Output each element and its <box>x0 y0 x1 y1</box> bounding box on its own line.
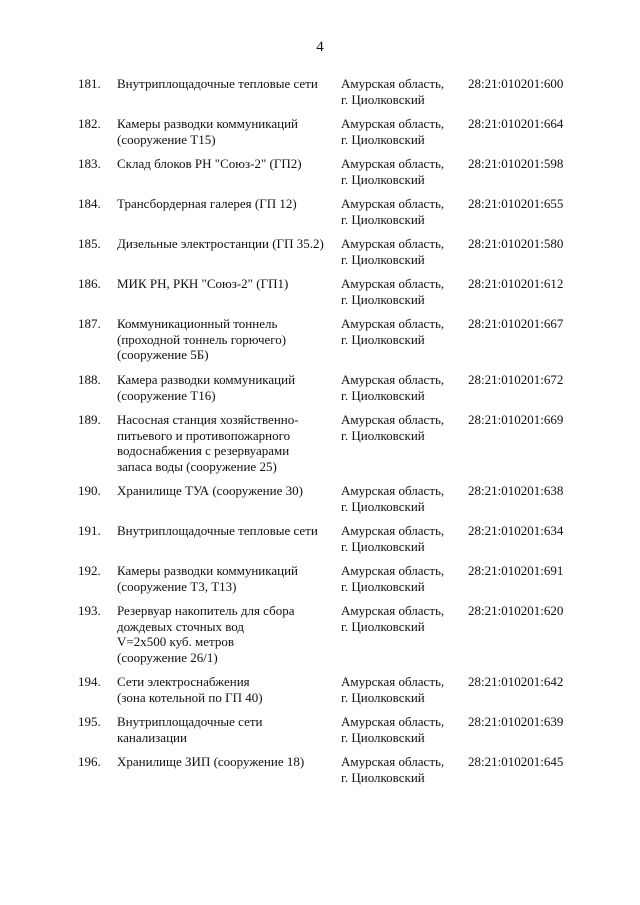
object-location: Амурская область, г. Циолковский <box>341 236 445 267</box>
row-number: 183. <box>78 156 101 171</box>
cadastral-number: 28:21:010201:645 <box>468 754 564 769</box>
object-name: Сети электроснабжения (зона котельной по ГП 40) <box>117 674 263 705</box>
object-name: Резервуар накопитель для сбора дождевых сточных вод V=2х500 куб. метров (сооружение 26/1) <box>117 603 295 665</box>
object-name: МИК РН, РКН "Союз-2" (ГП1) <box>117 276 289 291</box>
object-location: Амурская область, г. Циолковский <box>341 754 445 785</box>
row-number: 190. <box>78 483 101 498</box>
object-location: Амурская область, г. Циолковский <box>341 76 445 107</box>
object-location: Амурская область, г. Циолковский <box>341 483 445 514</box>
cadastral-number: 28:21:010201:664 <box>468 116 564 131</box>
table-row <box>0 116 640 147</box>
table-row <box>0 674 640 705</box>
cadastral-number: 28:21:010201:634 <box>468 523 564 538</box>
row-number: 181. <box>78 76 101 91</box>
row-number: 186. <box>78 276 101 291</box>
object-name: Внутриплощадочные сети канализации <box>117 714 263 745</box>
cadastral-number: 28:21:010201:612 <box>468 276 564 291</box>
cadastral-number: 28:21:010201:620 <box>468 603 564 618</box>
cadastral-number: 28:21:010201:639 <box>468 714 564 729</box>
object-name: Дизельные электростанции (ГП 35.2) <box>117 236 324 251</box>
object-name: Внутриплощадочные тепловые сети <box>117 76 318 91</box>
table-row <box>0 372 640 403</box>
row-number: 194. <box>78 674 101 689</box>
object-name: Трансбордерная галерея (ГП 12) <box>117 196 297 211</box>
object-location: Амурская область, г. Циолковский <box>341 674 445 705</box>
cadastral-number: 28:21:010201:655 <box>468 196 564 211</box>
table-row <box>0 523 640 554</box>
object-name: Склад блоков РН "Союз-2" (ГП2) <box>117 156 302 171</box>
cadastral-number: 28:21:010201:669 <box>468 412 564 427</box>
object-location: Амурская область, г. Циолковский <box>341 116 445 147</box>
object-name: Насосная станция хозяйственно- питьевого и противопожарного водоснабжения с резервуарами запаса воды (сооружение 25) <box>117 412 299 474</box>
object-name: Хранилище ТУА (сооружение 30) <box>117 483 303 498</box>
table-row <box>0 196 640 227</box>
cadastral-number: 28:21:010201:600 <box>468 76 564 91</box>
row-number: 189. <box>78 412 101 427</box>
table-row <box>0 603 640 665</box>
object-name: Камеры разводки коммуникаций (сооружение Т3, Т13) <box>117 563 299 594</box>
object-name: Камеры разводки коммуникаций (сооружение Т15) <box>117 116 299 147</box>
table-row <box>0 76 640 107</box>
table-row <box>0 316 640 363</box>
cadastral-number: 28:21:010201:638 <box>468 483 564 498</box>
cadastral-number: 28:21:010201:642 <box>468 674 564 689</box>
object-location: Амурская область, г. Циолковский <box>341 156 445 187</box>
table-row <box>0 563 640 594</box>
row-number: 182. <box>78 116 101 131</box>
row-number: 191. <box>78 523 101 538</box>
object-location: Амурская область, г. Циолковский <box>341 603 445 634</box>
cadastral-number: 28:21:010201:598 <box>468 156 564 171</box>
cadastral-number: 28:21:010201:580 <box>468 236 564 251</box>
table-row <box>0 714 640 745</box>
object-location: Амурская область, г. Циолковский <box>341 412 445 443</box>
object-location: Амурская область, г. Циолковский <box>341 372 445 403</box>
row-number: 185. <box>78 236 101 251</box>
object-location: Амурская область, г. Циолковский <box>341 714 445 745</box>
object-location: Амурская область, г. Циолковский <box>341 316 445 347</box>
page-number: 4 <box>316 39 324 55</box>
cadastral-number: 28:21:010201:672 <box>468 372 564 387</box>
cadastral-number: 28:21:010201:691 <box>468 563 564 578</box>
row-number: 188. <box>78 372 101 387</box>
object-location: Амурская область, г. Циолковский <box>341 276 445 307</box>
table-row <box>0 412 640 474</box>
row-number: 195. <box>78 714 101 729</box>
object-name: Камера разводки коммуникаций (сооружение Т16) <box>117 372 296 403</box>
table-row <box>0 156 640 187</box>
table-row <box>0 276 640 307</box>
object-name: Хранилище ЗИП (сооружение 18) <box>117 754 305 769</box>
object-location: Амурская область, г. Циолковский <box>341 523 445 554</box>
row-number: 187. <box>78 316 101 331</box>
object-location: Амурская область, г. Циолковский <box>341 196 445 227</box>
row-number: 196. <box>78 754 101 769</box>
row-number: 184. <box>78 196 101 211</box>
cadastral-number: 28:21:010201:667 <box>468 316 564 331</box>
object-name: Внутриплощадочные тепловые сети <box>117 523 318 538</box>
row-number: 193. <box>78 603 101 618</box>
table-row <box>0 236 640 267</box>
table-row <box>0 483 640 514</box>
object-name: Коммуникационный тоннель (проходной тоннель горючего) (сооружение 5Б) <box>117 316 287 362</box>
objects-table <box>0 76 640 794</box>
row-number: 192. <box>78 563 101 578</box>
object-location: Амурская область, г. Циолковский <box>341 563 445 594</box>
table-row <box>0 754 640 785</box>
